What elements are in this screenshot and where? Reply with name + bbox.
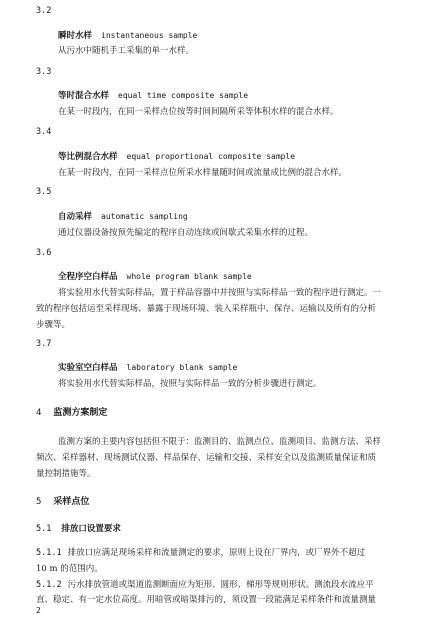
clause-number: 3.6 [36,248,52,258]
term-heading [58,150,295,162]
term-heading [58,270,252,282]
term-definition: 将实验用水代替实际样品，按照与实际样品一致的分析步骤进行测定。 [58,379,322,389]
term-definition: 从污水中随机手工采集的单一水样。 [58,46,195,56]
term-chinese: 自动采样 [58,212,93,222]
term-chinese: 等比例混合水样 [58,152,118,162]
paragraph-line: 量控制措施等。 [36,469,96,479]
clause-number: 3.3 [36,67,52,77]
term-heading [58,29,197,41]
term-english: whole program blank sample [126,272,252,281]
term-chinese: 瞬时水样 [58,31,93,41]
paragraph-line: 10 m 的范围内。 [36,564,103,574]
clause-number: 3.5 [36,187,52,197]
clause-number: 3.2 [36,6,52,16]
term-definition-line: 步骤等。 [36,320,71,330]
term-chinese: 全程序空白样品 [58,272,118,282]
clause-number: 3.7 [36,339,52,349]
term-english: equal time composite sample [118,91,249,100]
term-chinese: 实验室空白样品 [58,363,118,373]
subsection-number: 5.1 [36,524,52,534]
term-english: laboratory blank sample [126,363,238,372]
paragraph-line: 直、稳定、有一定水位高度。用暗管或暗渠排污的，须设置一段能满足采样条件和流量测量 [36,595,377,605]
term-chinese: 等时混合水样 [58,91,110,101]
paragraph-line: 监测方案的主要内容包括但不限于：监测目的、监测点位、监测项目、监测方法、采样 [58,437,382,447]
paragraph-line: 频次、采样器材、现场测试仪器、样品保存、运输和交接、采样安全以及监测质量保证和质 [36,453,377,463]
paragraph-line [36,546,365,558]
clause-number: 3.4 [36,127,52,137]
term-definition: 通过仪器设备按预先编定的程序自动连续或间歇式采集水样的过程。 [58,228,314,238]
term-heading [58,361,237,373]
section-heading [36,494,89,507]
clause-number: 5.1.1 [36,548,62,558]
clause-text: 排放口应满足现场采样和流量测定的要求，原则上设在厂界内，或厂界外不超过 [67,548,366,558]
term-heading [58,210,188,222]
clause-number: 5.1.2 [36,580,62,590]
section-title: 监测方案制定 [53,408,108,418]
paragraph-line [36,578,374,590]
term-definition-line: 致的程序包括运至采样现场、暴露于现场环境、装入采样瓶中、保存、运输以及所有的分析 [36,304,377,314]
term-english: instantaneous sample [101,31,198,40]
subsection-title: 排放口设置要求 [61,524,121,534]
term-english: equal proportional composite sample [126,152,296,161]
section-number: 4 [36,408,42,418]
clause-text: 污水排放管道或渠道监测断面应为矩形、圆形、梯形等规则形状。测流段水流应平 [67,580,374,590]
term-heading [58,89,248,101]
section-heading [36,405,107,418]
subsection-heading [36,522,121,534]
section-number: 5 [36,497,42,507]
term-definition: 在某一时段内，在同一采样点位所采水样量随时间或流量成比例的混合水样。 [58,168,348,178]
term-definition: 在某一时段内，在同一采样点位按等时间间隔所采等体积水样的混合水样。 [58,107,339,117]
page-number: 2 [36,606,41,615]
term-english: automatic sampling [101,212,188,221]
section-title: 采样点位 [53,497,90,507]
term-definition-line: 将实验用水代替实际样品，置于样品容器中并按照与实际样品一致的程序进行测定。一 [58,288,382,298]
